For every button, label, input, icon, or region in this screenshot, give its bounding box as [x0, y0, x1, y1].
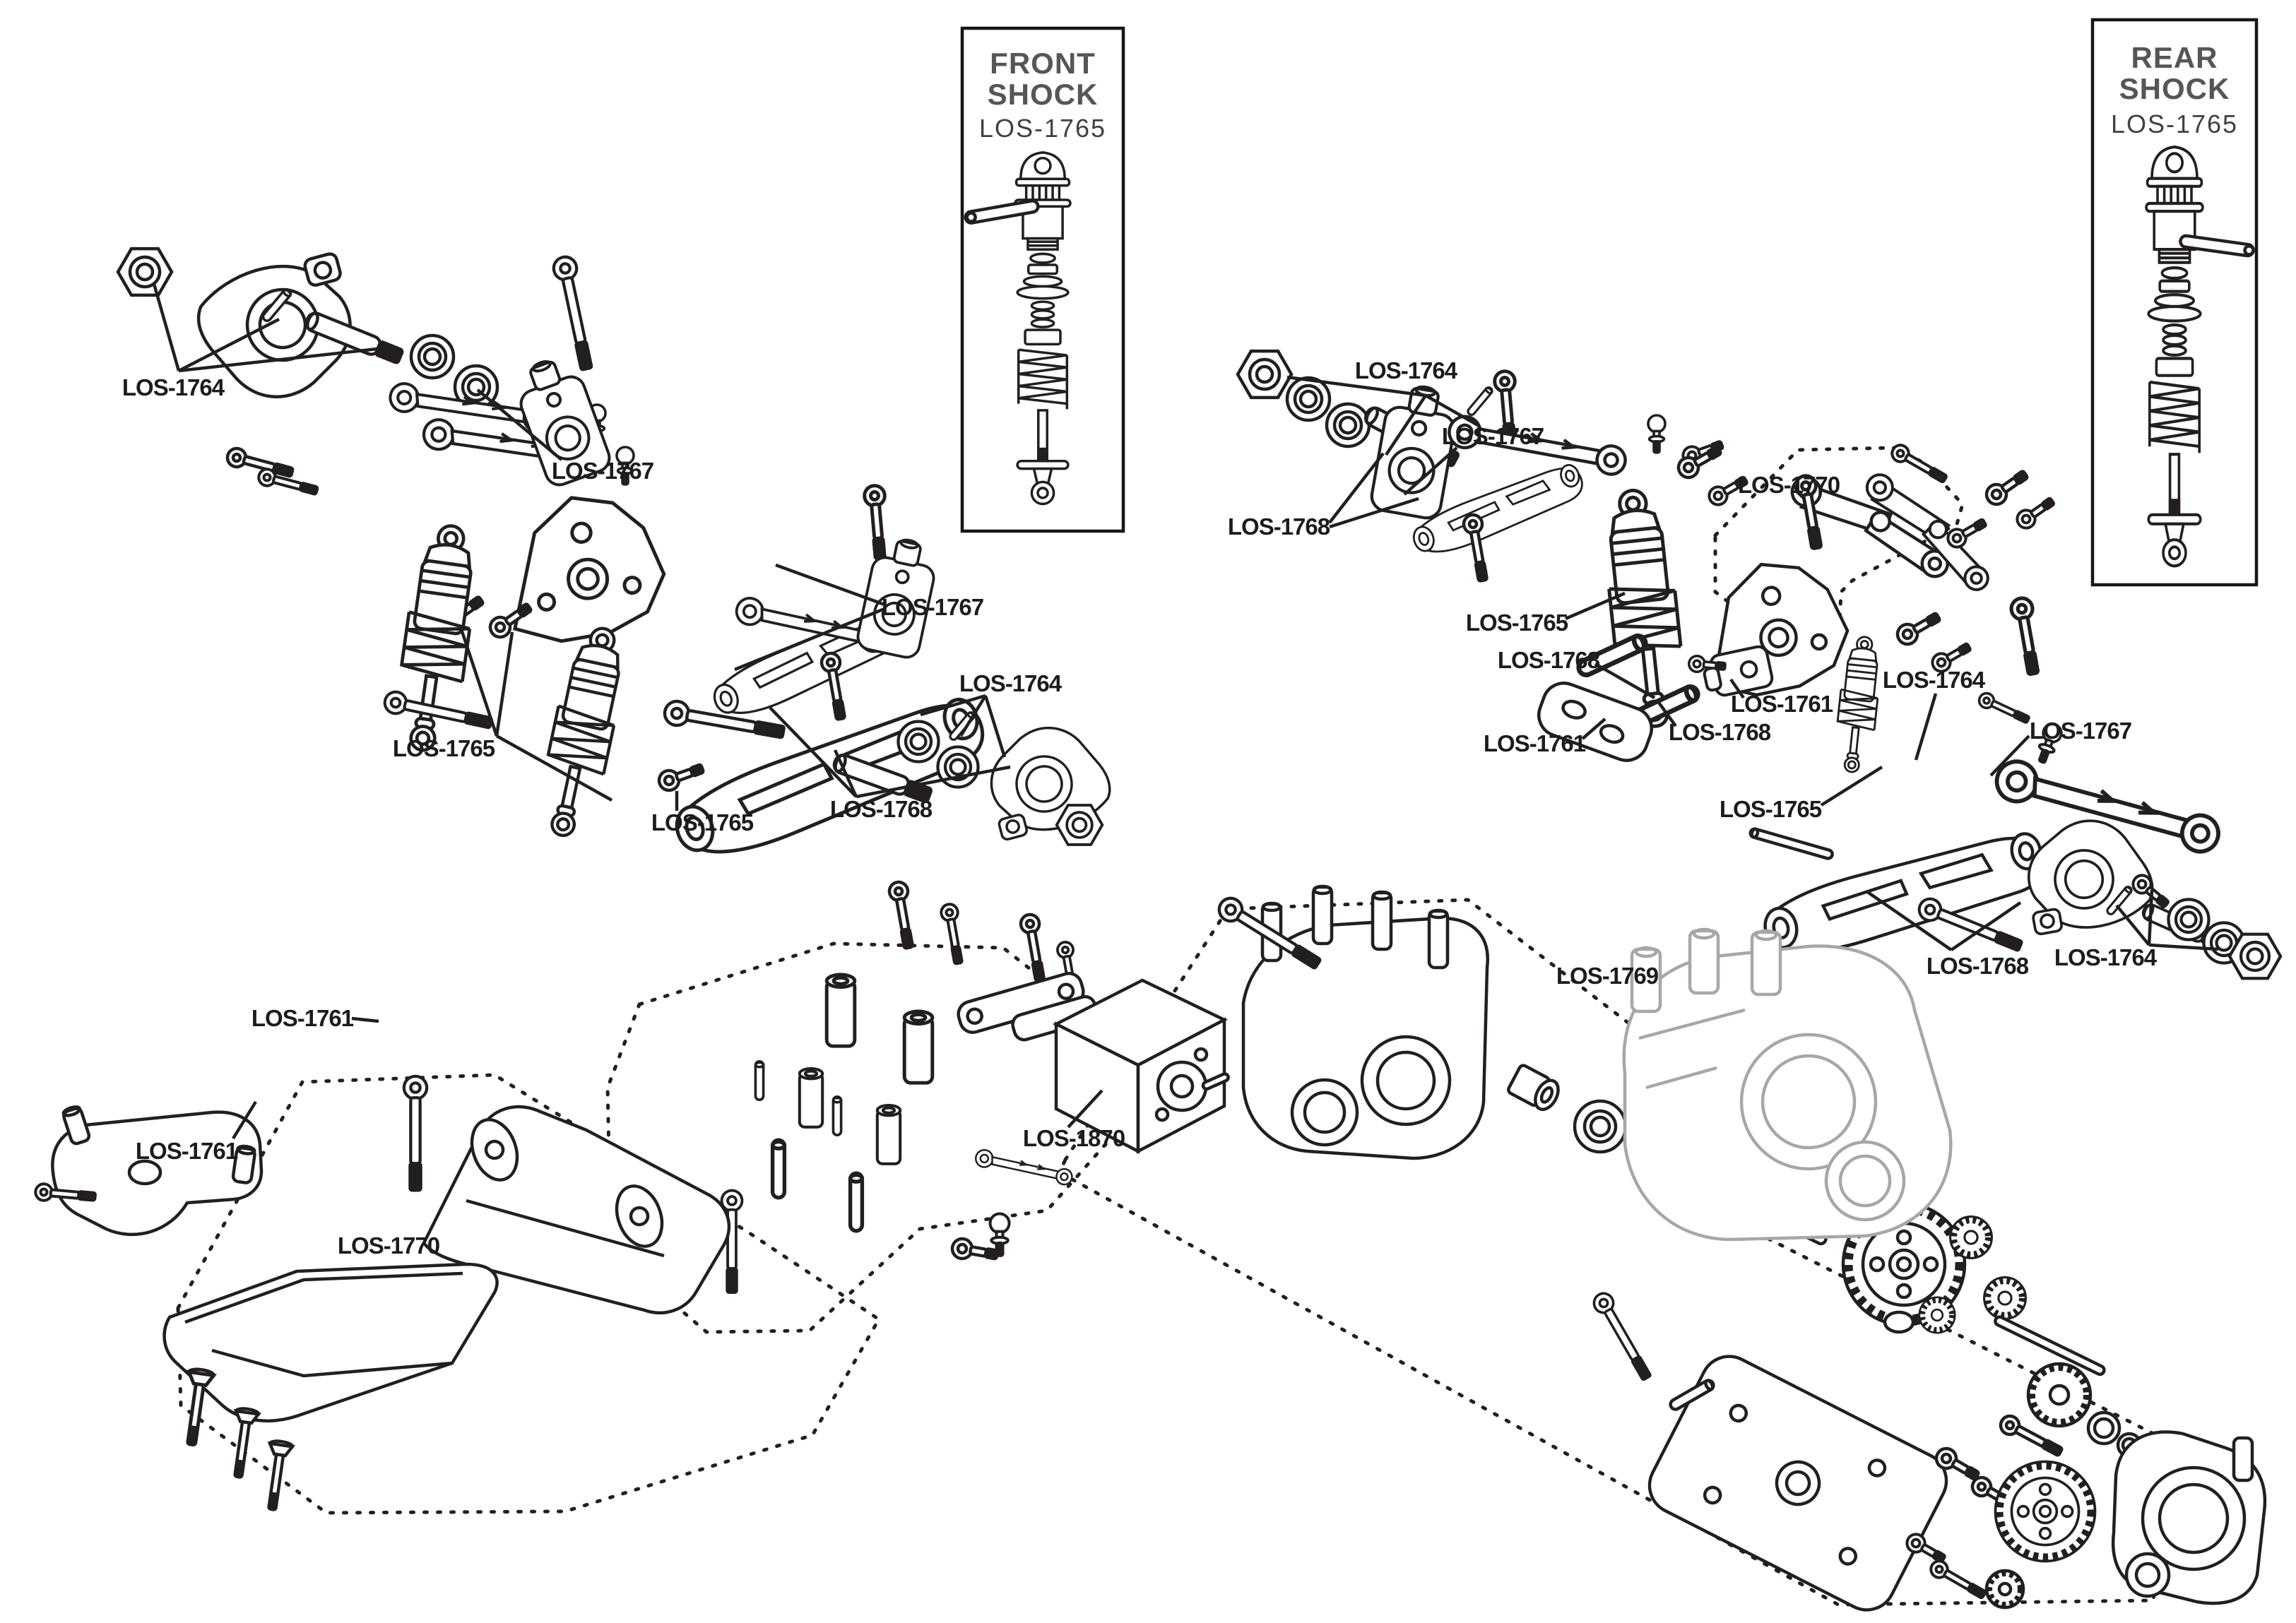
- part-label-los-1765-10: LOS-1765: [1465, 610, 1568, 636]
- wheel-nut: [1057, 805, 1103, 845]
- part-label-los-1870-25: LOS-1870: [1022, 1125, 1125, 1151]
- diff-bevel-gear: [1951, 1217, 1992, 1259]
- ball-stud: [1648, 415, 1665, 453]
- screw: [1889, 442, 1949, 487]
- rear-shock-box-title-line1: REAR: [2131, 41, 2218, 74]
- hinge-pin: [1467, 386, 1493, 417]
- part-label-los-1768-19: LOS-1768: [1926, 953, 2029, 979]
- spur-gear: [1995, 1461, 2095, 1561]
- front-brace: [35, 1105, 261, 1235]
- pinion-gear: [1987, 1571, 2023, 1607]
- rear-shock-box-title-line2: SHOCK: [2119, 72, 2230, 105]
- screw: [2010, 597, 2044, 676]
- part-label-los-1764-5: LOS-1764: [959, 670, 1062, 696]
- artwork: [35, 20, 2280, 1619]
- diff-bevel-gear: [1984, 1278, 2026, 1319]
- front-shock-box-title-line1: FRONT: [990, 47, 1096, 80]
- part-label-los-1770-15: LOS-1770: [1737, 472, 1840, 498]
- screw: [1977, 691, 2031, 727]
- bearing: [1327, 404, 1369, 446]
- bearing: [899, 722, 939, 762]
- screw: [404, 1076, 427, 1191]
- part-label-los-1767-1: LOS-1767: [551, 458, 654, 484]
- rear-shock-box: [2093, 20, 2256, 585]
- idler-gear: [2028, 1364, 2090, 1426]
- steering-knuckle: [2018, 812, 2158, 937]
- part-label-los-1764-0: LOS-1764: [122, 374, 225, 400]
- washer: [1885, 1312, 1913, 1332]
- part-label-los-1761-14: LOS-1761: [1730, 691, 1833, 717]
- gearbox-half: [2113, 1432, 2265, 1604]
- part-label-los-1761-12: LOS-1761: [1483, 730, 1586, 756]
- ghost-transmission: [1624, 929, 1951, 1239]
- part-label-los-1765-2: LOS-1765: [392, 735, 495, 761]
- countersunk-screw: [179, 1368, 214, 1446]
- part-label-los-1770-23: LOS-1770: [337, 1232, 440, 1259]
- part-label-los-1765-18: LOS-1765: [1719, 796, 1822, 822]
- outdrive-cup: [1507, 1064, 1563, 1113]
- bearing: [2169, 900, 2209, 940]
- rear-shock-box-part-number: LOS-1765: [2110, 109, 2239, 138]
- bolt: [1675, 441, 1724, 481]
- part-label-los-1768-9: LOS-1768: [1227, 513, 1330, 540]
- shock-tower: [502, 489, 670, 646]
- front-shock-box-title-line2: SHOCK: [987, 78, 1099, 111]
- shock-absorber: [533, 623, 634, 841]
- screw: [888, 881, 918, 949]
- part-label-los-1768-13: LOS-1768: [1668, 719, 1771, 745]
- bolt: [656, 759, 706, 793]
- bearing: [2088, 1413, 2119, 1444]
- countersunk-screw: [261, 1440, 292, 1511]
- body-post: [800, 1069, 822, 1127]
- pin: [851, 1173, 863, 1231]
- part-label-los-1764-7: LOS-1764: [1354, 357, 1457, 384]
- body-post: [904, 1011, 933, 1083]
- chassis-mount-group: [35, 881, 1099, 1511]
- screw: [864, 485, 891, 559]
- part-label-los-1767-17: LOS-1767: [2029, 718, 2132, 744]
- body-post: [877, 1105, 900, 1164]
- part-label-los-1767-4: LOS-1767: [881, 594, 984, 620]
- part-label-los-1768-6: LOS-1768: [829, 796, 933, 822]
- screw: [1019, 913, 1049, 982]
- pin: [833, 1097, 841, 1135]
- screw: [552, 255, 598, 371]
- bearing: [1287, 378, 1330, 420]
- part-label-los-1761-21: LOS-1761: [251, 1005, 354, 1031]
- pin: [755, 1062, 763, 1100]
- diff-bevel-gear: [1919, 1297, 1955, 1333]
- bearing: [411, 335, 454, 378]
- wheel-nut: [118, 249, 172, 295]
- skid-plate: [165, 1264, 497, 1421]
- screw: [940, 903, 966, 964]
- part-label-los-1767-8: LOS-1767: [1441, 423, 1544, 449]
- front-shock-box-part-number: LOS-1765: [978, 114, 1107, 143]
- screw: [1928, 1558, 1988, 1603]
- part-label-los-1769-24: LOS-1769: [1556, 963, 1659, 989]
- bolt: [2013, 494, 2057, 532]
- bolt: [1894, 608, 1943, 648]
- screw: [383, 690, 493, 734]
- part-label-los-1764-20: LOS-1764: [2054, 944, 2157, 970]
- part-label-los-1764-16: LOS-1764: [1882, 667, 1985, 693]
- body-post: [827, 975, 855, 1046]
- part-label-los-1761-22: LOS-1761: [135, 1138, 238, 1164]
- part-label-los-1765-3: LOS-1765: [651, 809, 754, 836]
- bolt: [1945, 515, 1989, 551]
- wheel-nut: [2230, 934, 2280, 979]
- front-shock-box: [962, 28, 1123, 531]
- screw: [1590, 1290, 1655, 1382]
- bearing: [1575, 1101, 1626, 1152]
- motor-plate: [1640, 1347, 1956, 1619]
- shock-absorber: [1833, 635, 1884, 774]
- bolt: [1983, 466, 2031, 509]
- pin: [773, 1140, 785, 1198]
- wheel-nut: [1238, 351, 1291, 398]
- hinge-pin-long: [1749, 828, 1833, 860]
- part-label-los-1768-11: LOS-1768: [1497, 647, 1600, 673]
